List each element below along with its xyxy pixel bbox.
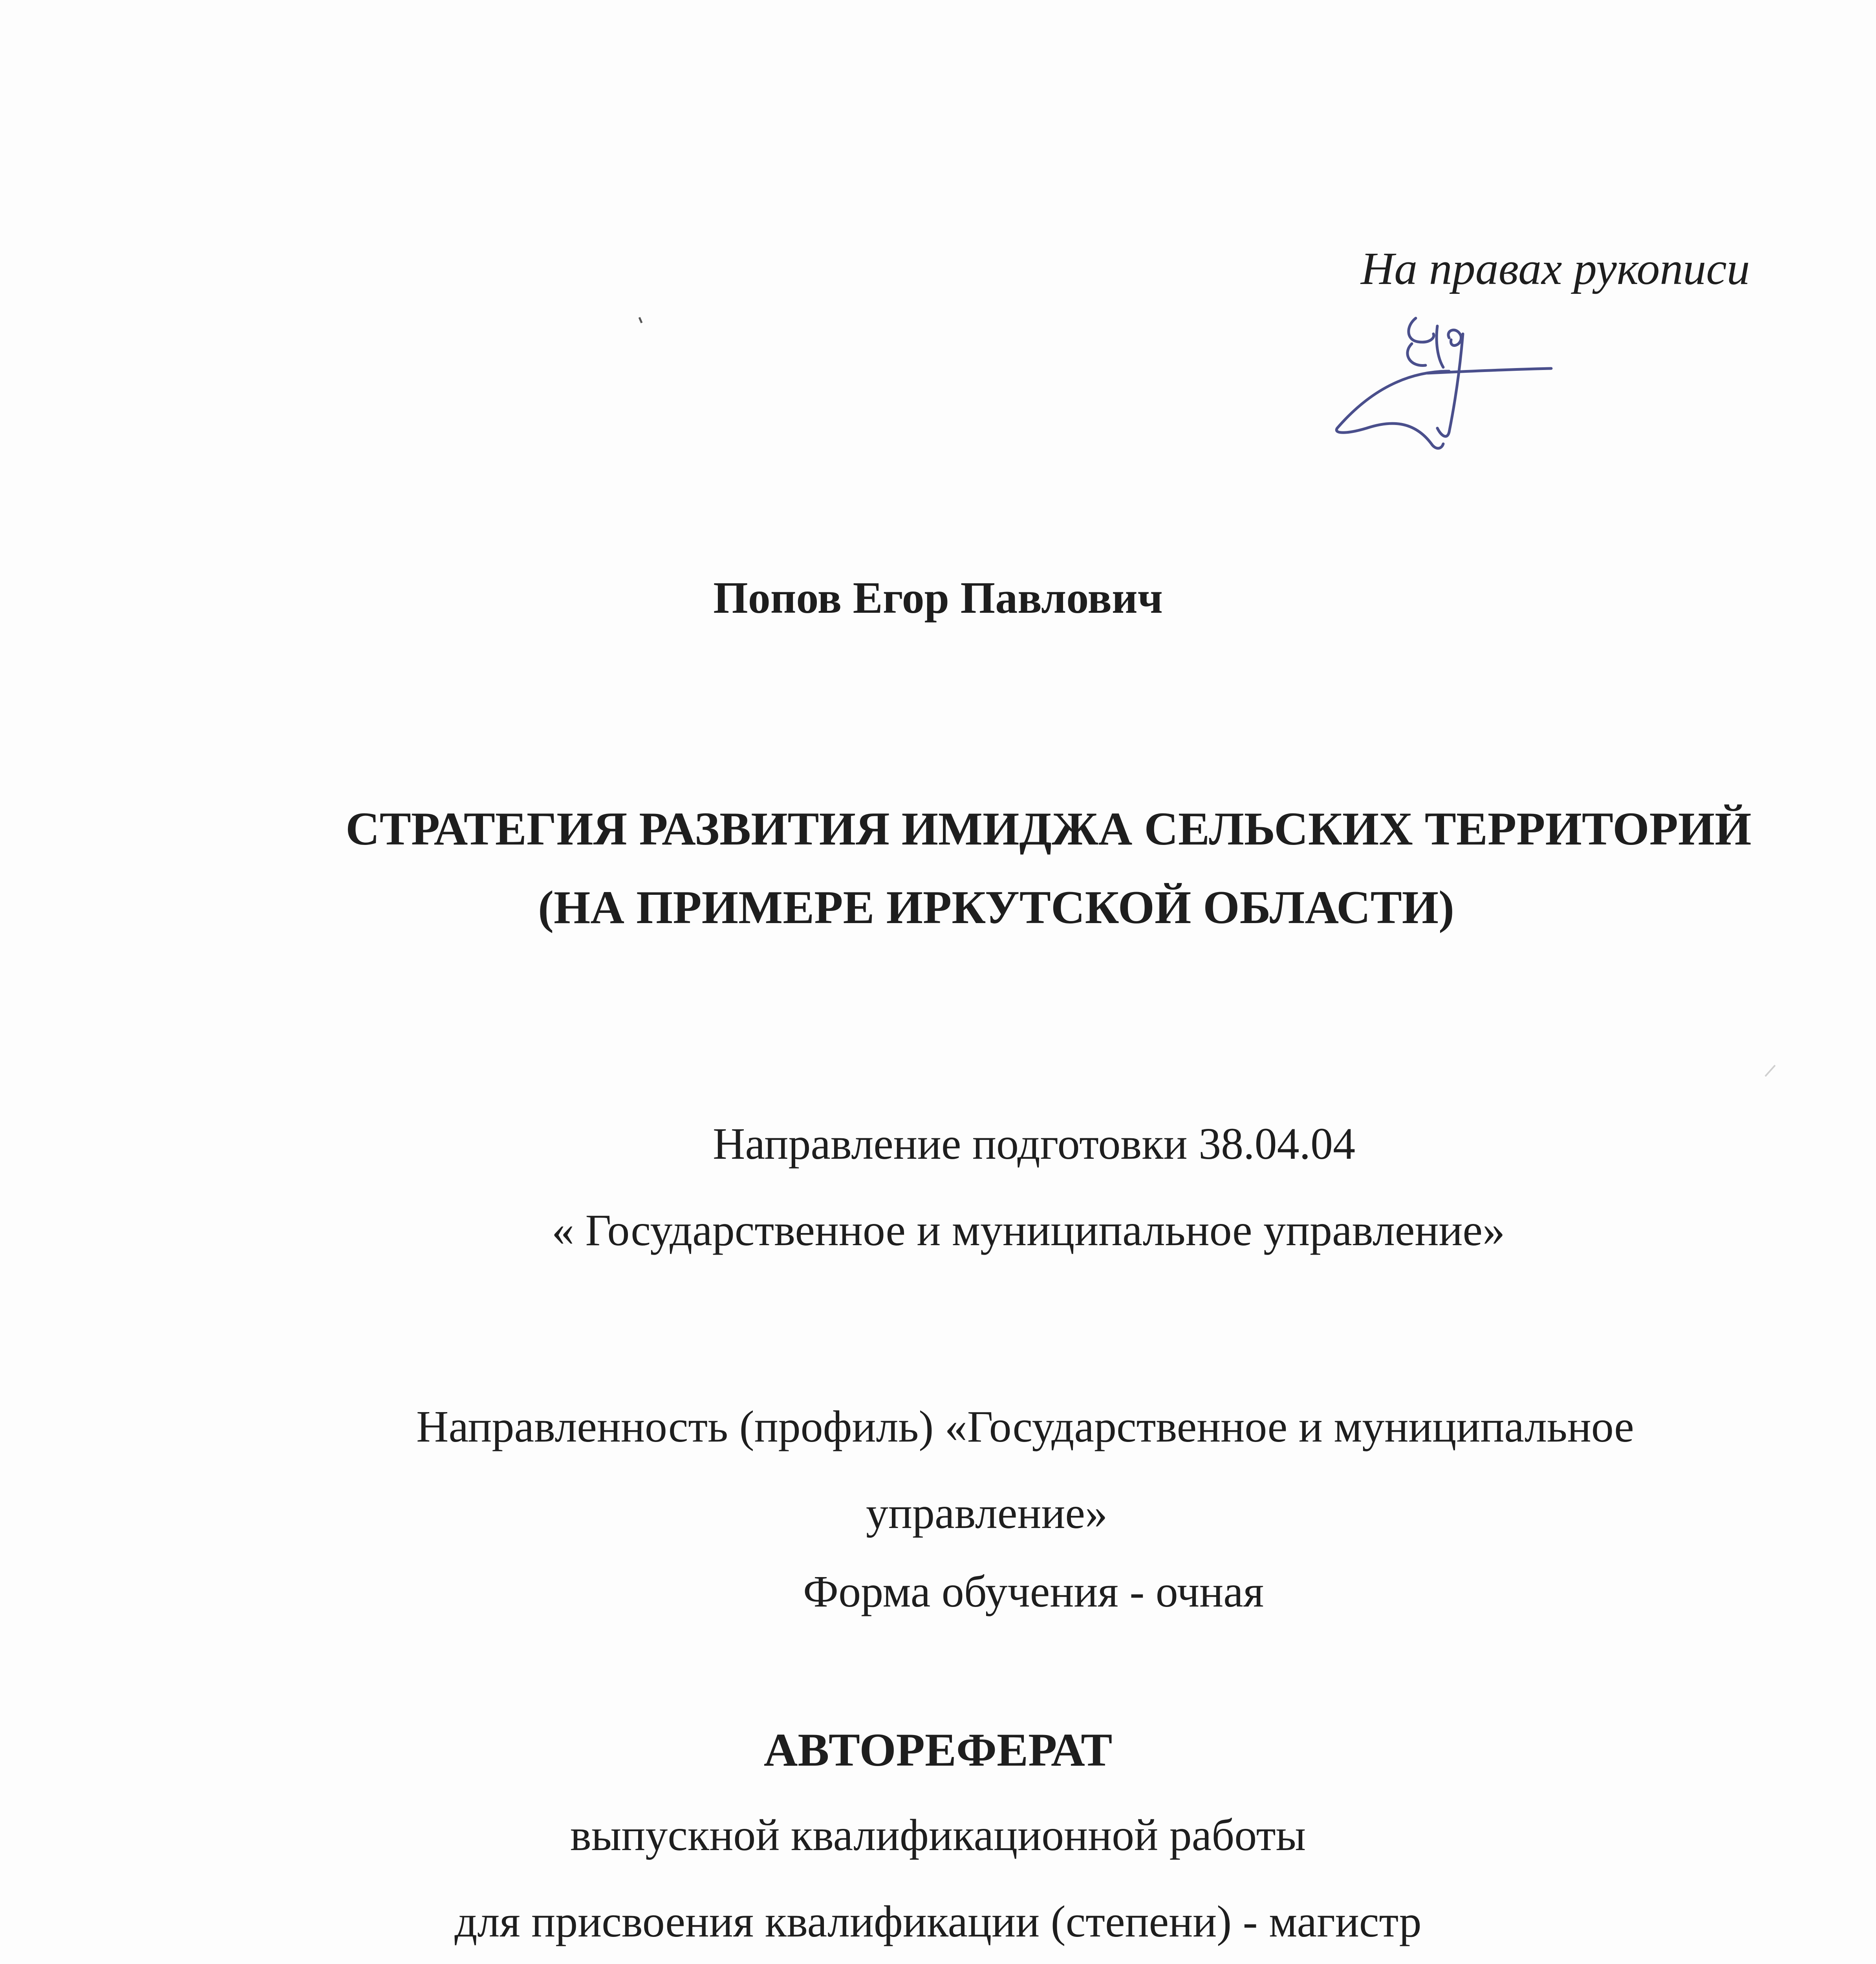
work-type: выпускной квалификационной работы xyxy=(570,1810,1306,1860)
document-type: АВТОРЕФЕРАТ xyxy=(763,1724,1113,1776)
study-form: Форма обучения - очная xyxy=(803,1566,1264,1616)
thesis-title-line-1: СТРАТЕГИЯ РАЗВИТИЯ ИМИДЖА СЕЛЬСКИХ ТЕРРИТОРИЙ xyxy=(346,802,1752,855)
qualification: для присвоения квалификации (степени) - магистр xyxy=(454,1896,1422,1946)
profile-line-1: Направленность (профиль) «Государственное и муниципальное xyxy=(416,1402,1634,1451)
author-name: Попов Егор Павлович xyxy=(713,573,1163,623)
direction-code: Направление подготовки 38.04.04 xyxy=(713,1119,1356,1169)
direction-name: « Государственное и муниципальное управление» xyxy=(552,1205,1505,1255)
manuscript-note: На правах рукописи xyxy=(1361,243,1750,294)
thesis-title-line-2: (НА ПРИМЕРЕ ИРКУТСКОЙ ОБЛАСТИ) xyxy=(538,881,1455,933)
profile-line-2: управление» xyxy=(866,1488,1108,1538)
